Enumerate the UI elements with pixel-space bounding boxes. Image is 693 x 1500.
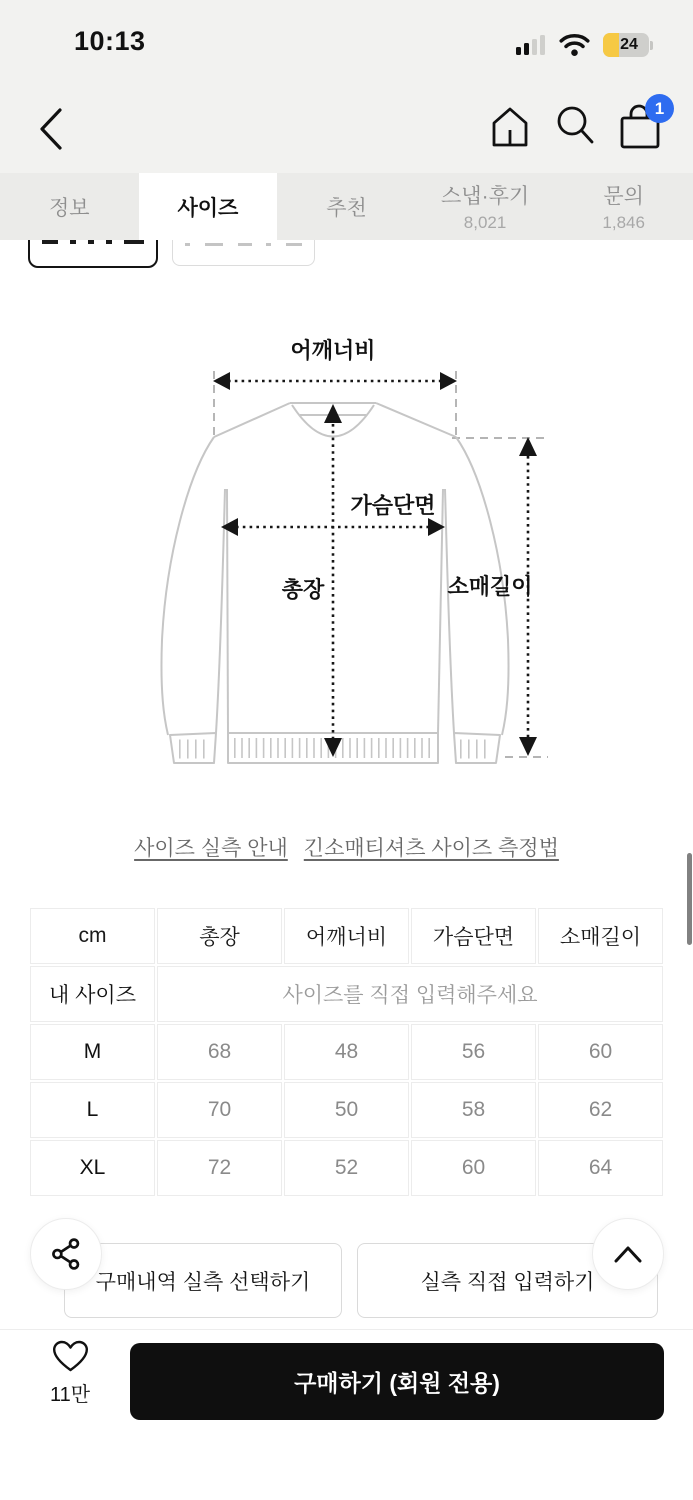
battery-body [603,33,649,57]
col-header-shoulder: 어깨너비 [284,908,409,964]
my-size-input[interactable]: 사이즈를 직접 입력해주세요 [157,966,663,1022]
size-table [28,906,665,1198]
heart-icon [52,1340,89,1374]
back-button[interactable] [38,106,64,157]
buy-button[interactable]: 구매하기 (회원 전용) [130,1343,664,1420]
select-purchase-measure-button[interactable]: 구매내역 실측 선택하기 [64,1243,342,1318]
measure-labels [282,338,533,602]
guide-lines [214,371,548,757]
col-header-unit: cm [30,908,155,964]
like-button[interactable] [38,1340,102,1407]
top-area [0,0,693,173]
tab-size[interactable]: 사이즈 [139,173,278,240]
scrollbar-thumb[interactable] [687,853,692,945]
my-size-row [30,966,663,1022]
status-icons [516,33,653,57]
col-header-sleeve: 소매길이 [538,908,663,964]
battery-indicator [603,33,653,57]
col-header-length: 총장 [157,908,282,964]
table-row-l[interactable]: L 70 50 58 62 [30,1082,663,1138]
back-chevron-icon [38,106,64,152]
wifi-icon [559,33,590,57]
nav-right-icons [489,98,665,155]
clipped-button-text-fragment [42,240,144,244]
battery-nub [650,41,653,50]
share-button[interactable] [30,1218,102,1290]
table-row-m[interactable]: M 68 48 56 60 [30,1024,663,1080]
measure-arrows [228,381,528,742]
battery-percent: 24 [620,36,638,53]
table-row-xl[interactable]: XL 72 52 60 64 [30,1140,663,1196]
purchase-bar [0,1329,693,1440]
total-length-label: 총장 [281,577,325,602]
my-size-label: 내 사이즈 [30,966,155,1022]
chest-width-label: 가슴단면 [350,493,436,518]
garment-measure-diagram [0,330,693,780]
cart-button[interactable] [619,98,665,155]
scroll-to-top-button[interactable] [592,1218,664,1290]
cellular-signal-icon [516,34,546,56]
size-measure-guide-link[interactable]: 사이즈 실측 안내 [134,837,288,860]
clipped-button-text-fragment [185,243,302,246]
snap-review-count: 8,021 [463,213,507,232]
sleeve-length-label: 소매길이 [447,574,533,599]
shoulder-width-label: 어깨너비 [290,338,376,363]
like-count: 11만 [49,1384,91,1406]
cart-badge: 1 [645,94,674,123]
col-header-chest: 가슴단면 [411,908,536,964]
size-table-header-row [30,908,663,964]
size-links-row [0,832,693,862]
share-icon [51,1238,81,1270]
status-time: 10:13 [74,26,146,56]
home-button[interactable] [489,104,531,148]
tab-inquiry[interactable]: 문의 1,846 [602,185,645,232]
chevron-up-icon [612,1244,644,1264]
enter-measure-directly-button[interactable]: 실측 직접 입력하기 [357,1243,658,1318]
arrowheads [213,372,537,757]
tab-info[interactable]: 정보 [49,196,90,220]
search-button[interactable] [555,104,595,148]
tab-snap-reviews[interactable]: 스냅·후기 8,021 [441,185,530,232]
tab-recommend[interactable]: 추천 [326,196,367,220]
how-to-measure-link[interactable]: 긴소매티셔츠 사이즈 측정법 [303,837,559,860]
tab-bar [0,173,693,240]
inquiry-count: 1,846 [602,213,645,232]
